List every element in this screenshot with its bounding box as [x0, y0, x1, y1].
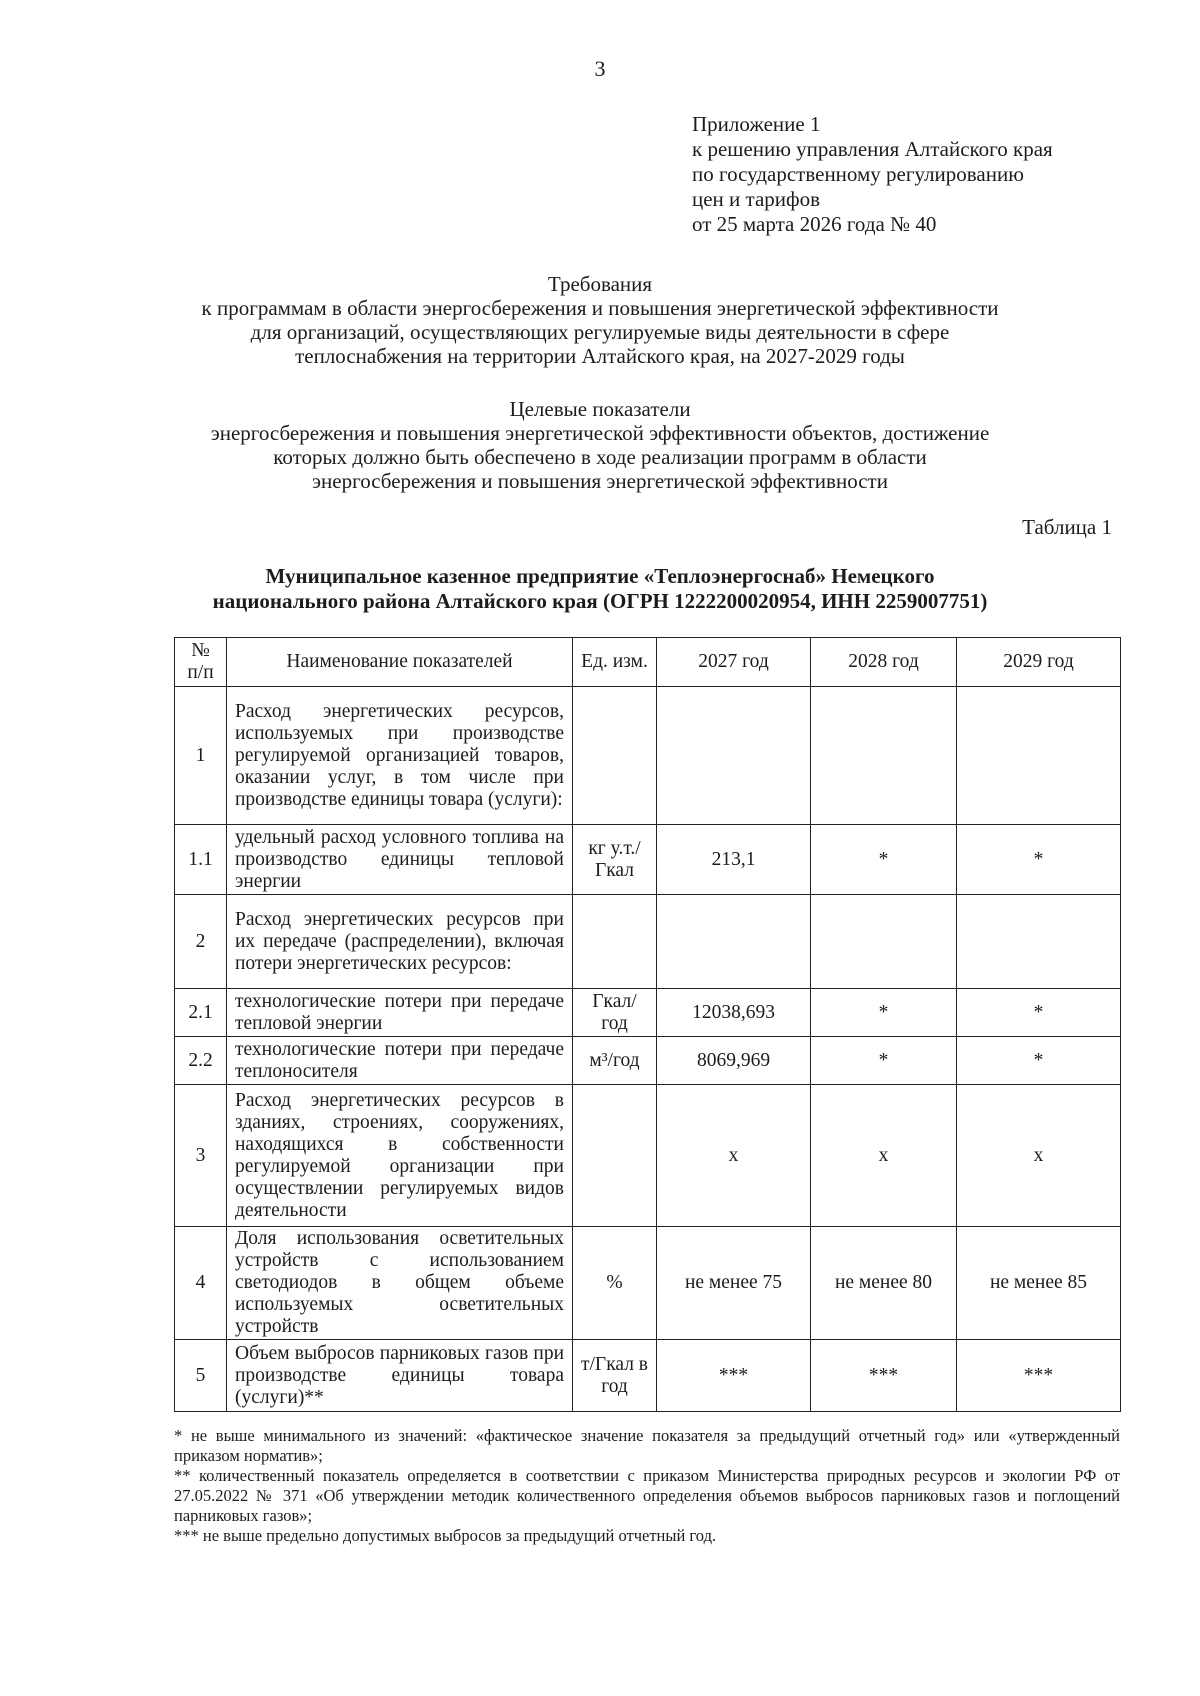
cell-num: 4	[175, 1227, 227, 1340]
cell-2027	[657, 895, 811, 989]
cell-2027: 8069,969	[657, 1037, 811, 1085]
appendix-header	[692, 112, 1053, 237]
appendix-line: к решению управления Алтайского края	[692, 137, 1053, 161]
cell-name: Доля использования осветительных устройств с использованием светодиодов в общем объеме используемых осветительных устройств	[227, 1227, 573, 1340]
requirements-heading	[150, 272, 1050, 368]
table-header-row	[175, 638, 1121, 687]
cell-unit	[573, 687, 657, 825]
cell-unit: м³/год	[573, 1037, 657, 1085]
header-unit: Ед. изм.	[573, 638, 657, 687]
cell-2027	[657, 687, 811, 825]
cell-name: Расход энергетических ресурсов при их передаче (распределении), включая потери энергетических ресурсов:	[227, 895, 573, 989]
cell-unit: %	[573, 1227, 657, 1340]
cell-2027: 213,1	[657, 825, 811, 895]
table-row	[175, 687, 1121, 825]
cell-num: 2	[175, 895, 227, 989]
cell-name: технологические потери при передаче теплоносителя	[227, 1037, 573, 1085]
footnotes	[174, 1426, 1120, 1546]
cell-2029: ***	[957, 1340, 1121, 1412]
requirements-title: Требования	[547, 272, 653, 296]
cell-num: 1.1	[175, 825, 227, 895]
footnote: ** количественный показатель определяется в соответствии с приказом Министерства природных ресурсов и экологии РФ от 27.05.2022 № 371 «Об утверждении методик количественного определения объемов выбросов парниковых газов и поглощений парниковых газов»;	[174, 1466, 1120, 1525]
cell-name: удельный расход условного топлива на производство единицы тепловой энергии	[227, 825, 573, 895]
cell-num: 2.1	[175, 989, 227, 1037]
cell-2028	[811, 895, 957, 989]
cell-2029: не менее 85	[957, 1227, 1121, 1340]
appendix-line: от 25 марта 2026 года № 40	[692, 212, 937, 236]
indicators-table	[174, 637, 1121, 1412]
cell-2028: *	[811, 1037, 957, 1085]
header-2028: 2028 год	[811, 638, 957, 687]
header-2029: 2029 год	[957, 638, 1121, 687]
cell-2029	[957, 895, 1121, 989]
header-num: № п/п	[175, 638, 227, 687]
organization-title	[150, 564, 1050, 614]
cell-2029: x	[957, 1085, 1121, 1227]
cell-2027: не менее 75	[657, 1227, 811, 1340]
cell-unit: Гкал/ год	[573, 989, 657, 1037]
cell-num: 3	[175, 1085, 227, 1227]
cell-2029: *	[957, 1037, 1121, 1085]
table-row	[175, 1085, 1121, 1227]
targets-line: энергосбережения и повышения энергетической эффективности	[312, 469, 888, 493]
cell-2027: ***	[657, 1340, 811, 1412]
targets-heading	[150, 397, 1050, 493]
table-row	[175, 1227, 1121, 1340]
organization-line: Муниципальное казенное предприятие «Теплоэнергоснаб» Немецкого	[265, 564, 935, 588]
table-row	[175, 1037, 1121, 1085]
cell-num: 1	[175, 687, 227, 825]
cell-unit	[573, 895, 657, 989]
table-row	[175, 1340, 1121, 1412]
requirements-line: теплоснабжения на территории Алтайского края, на 2027-2029 годы	[295, 344, 905, 368]
cell-name: Расход энергетических ресурсов в зданиях, строениях, сооружениях, находящихся в собственности регулируемой организации при осуществлении регулируемых видов деятельности	[227, 1085, 573, 1227]
header-name: Наименование показателей	[227, 638, 573, 687]
cell-2029: *	[957, 989, 1121, 1037]
table-row	[175, 825, 1121, 895]
cell-2028: x	[811, 1085, 957, 1227]
cell-unit: т/Гкал в год	[573, 1340, 657, 1412]
requirements-line: к программам в области энергосбережения и повышения энергетической эффективности	[201, 296, 999, 320]
cell-2029: *	[957, 825, 1121, 895]
table-row	[175, 895, 1121, 989]
requirements-line: для организаций, осуществляющих регулируемые виды деятельности в сфере	[250, 320, 950, 344]
cell-num: 2.2	[175, 1037, 227, 1085]
page-number: 3	[594, 56, 606, 81]
cell-2028: не менее 80	[811, 1227, 957, 1340]
appendix-line: Приложение 1	[692, 112, 821, 136]
table-row	[175, 989, 1121, 1037]
cell-2028: ***	[811, 1340, 957, 1412]
targets-line: которых должно быть обеспечено в ходе реализации программ в области	[273, 445, 927, 469]
cell-unit	[573, 1085, 657, 1227]
organization-line: национального района Алтайского края (ОГРН 1222200020954, ИНН 2259007751)	[212, 589, 988, 613]
cell-2028: *	[811, 989, 957, 1037]
cell-unit: кг у.т./ Гкал	[573, 825, 657, 895]
cell-2027: x	[657, 1085, 811, 1227]
appendix-line: цен и тарифов	[692, 187, 821, 211]
targets-line: энергосбережения и повышения энергетической эффективности объектов, достижение	[210, 421, 990, 445]
cell-2029	[957, 687, 1121, 825]
cell-2028: *	[811, 825, 957, 895]
cell-2027: 12038,693	[657, 989, 811, 1037]
footnote: * не выше минимального из значений: «фактическое значение показателя за предыдущий отчетный год» или «утвержденный приказом норматив»;	[174, 1426, 1120, 1465]
table-label: Таблица 1	[1022, 515, 1112, 539]
targets-title: Целевые показатели	[509, 397, 691, 421]
cell-name: технологические потери при передаче тепловой энергии	[227, 989, 573, 1037]
header-2027: 2027 год	[657, 638, 811, 687]
footnote: *** не выше предельно допустимых выбросов за предыдущий отчетный год.	[174, 1526, 717, 1545]
cell-2028	[811, 687, 957, 825]
cell-name: Расход энергетических ресурсов, используемых при производстве регулируемой организацией товаров, оказании услуг, в том числе при производстве единицы товара (услуги):	[227, 687, 573, 825]
appendix-line: по государственному регулированию	[692, 162, 1024, 186]
cell-num: 5	[175, 1340, 227, 1412]
cell-name: Объем выбросов парниковых газов при производстве единицы товара (услуги)**	[227, 1340, 573, 1412]
